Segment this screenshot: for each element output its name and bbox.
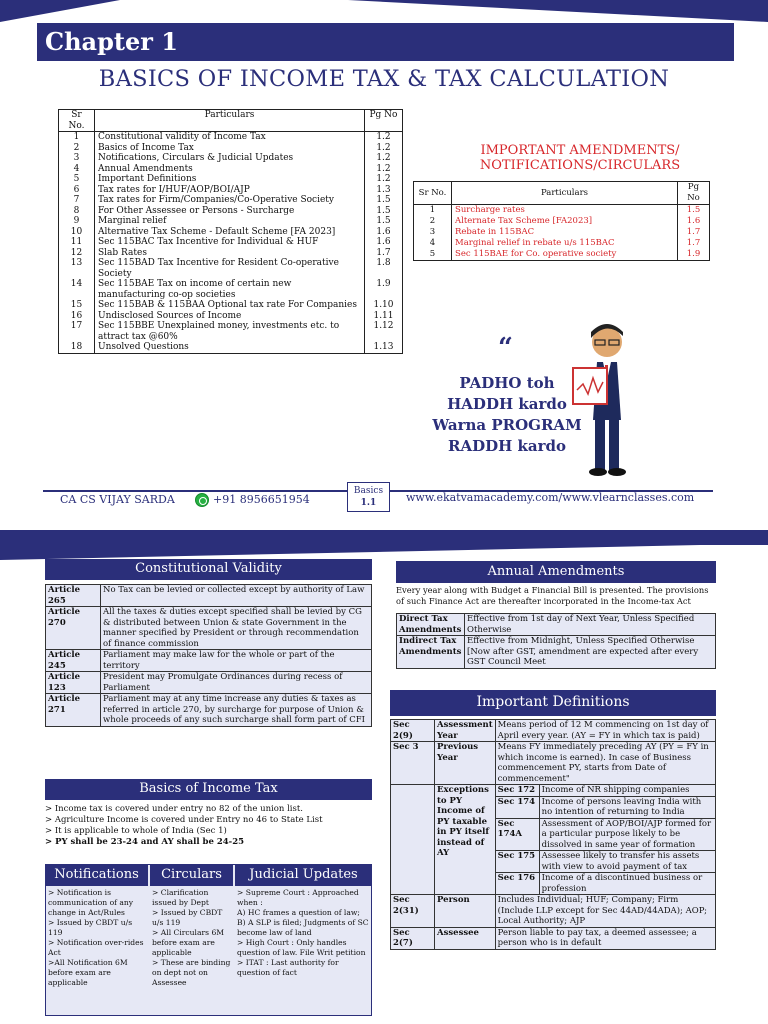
list-item: >All Notification 6M before exam are applicable — [48, 958, 128, 987]
author-name: CA CS VIJAY SARDA — [60, 493, 175, 506]
definitions-table — [390, 719, 716, 950]
section-no: Sec 2(9) — [391, 720, 435, 742]
particular: Sec 115BAC Tax Incentive for Individual & HUF — [95, 237, 365, 248]
teacher-illustration — [565, 320, 645, 480]
amendments-title-line: IMPORTANT AMENDMENTS/ — [480, 143, 680, 158]
page-no: 1.7 — [678, 238, 710, 249]
page-no: 1.5 — [365, 216, 403, 227]
list-item: > Clarification issued by Dept — [152, 888, 209, 907]
amendments-table — [413, 181, 710, 261]
page-no: 1.12 — [365, 321, 403, 342]
amendment-type: Direct Tax Amendments — [397, 614, 465, 636]
col-header: Particulars — [95, 110, 365, 132]
particular: For Other Assessee or Persons - Surcharge — [95, 206, 365, 217]
particular: Sec 115BAD Tax Incentive for Resident Co-operative Society — [95, 258, 365, 279]
table-row — [59, 174, 403, 185]
exception-text: Assessee likely to transfer his assets with view to avoid payment of tax — [539, 851, 715, 873]
definition: Means FY immediately preceding AY (PY = FY in which income is earned). In case of Business commencement PY, starts from Date of commencement" — [495, 742, 715, 785]
exception-text: Income of NR shipping companies — [539, 785, 715, 797]
basics-heading: Basics of Income Tax — [45, 779, 372, 800]
sr-no: 10 — [59, 227, 95, 238]
sr-no: 1 — [414, 205, 452, 217]
section-name: Basics — [353, 486, 384, 496]
list-item: > Notification over-rides Act — [48, 938, 144, 957]
term: Assessment Year — [435, 720, 496, 742]
page-no: 1.9 — [365, 279, 403, 300]
definitions-heading: Important Definitions — [390, 690, 716, 716]
sr-no: 3 — [414, 227, 452, 238]
table-row — [59, 279, 403, 300]
page-no: 1.2 — [365, 132, 403, 143]
particular: Slab Rates — [95, 248, 365, 259]
sr-no: 5 — [59, 174, 95, 185]
article-label: Article 123 — [46, 672, 101, 694]
list-item: > ITAT : Last authority for question of fact — [237, 958, 339, 977]
list-item: > Issued by CBDT u/s 119 — [152, 908, 223, 927]
table-row — [59, 237, 403, 248]
table-row — [59, 321, 403, 342]
particular: Surcharge rates — [452, 205, 678, 217]
article-text: All the taxes & duties except specified shall be levied by CG & distributed between Union & state Government in the manner specified by President or through recommendation of finance commission — [101, 607, 372, 650]
section-no: Sec 174A — [495, 818, 539, 851]
exception-text: Income of persons leaving India with no intention of returning to India — [539, 796, 715, 818]
list-item: B) A SLP is filed; Judgments of SC become law of land — [237, 918, 369, 937]
particular: Marginal relief in rebate u/s 115BAC — [452, 238, 678, 249]
table-row — [59, 143, 403, 154]
sr-no: 6 — [59, 185, 95, 196]
list-item: > All Circulars 6M before exam are applicable — [152, 928, 225, 957]
article-text: President may Promulgate Ordinances during recess of Parliament — [101, 672, 372, 694]
table-row — [59, 195, 403, 206]
sr-no: 12 — [59, 248, 95, 259]
article-label: Article 265 — [46, 585, 101, 607]
sr-no: 9 — [59, 216, 95, 227]
sr-no: 4 — [414, 238, 452, 249]
page-no: 1.6 — [365, 237, 403, 248]
annual-amendments-heading: Annual Amendments — [396, 561, 716, 583]
table-row — [59, 132, 403, 143]
term: Previous Year — [435, 742, 496, 785]
page-no: 1.5 — [365, 206, 403, 217]
particular: Rebate in 115BAC — [452, 227, 678, 238]
term: Person — [435, 895, 496, 928]
particular: Notifications, Circulars & Judicial Updates — [95, 153, 365, 164]
table-row — [59, 216, 403, 227]
amendments-title-line: NOTIFICATIONS/CIRCULARS — [479, 158, 681, 173]
table-row — [391, 720, 716, 742]
particular: Unsolved Questions — [95, 342, 365, 353]
particular: Sec 115BBE Unexplained money, investments etc. to attract tax @60% — [95, 321, 365, 342]
table-row — [59, 185, 403, 196]
table-row — [46, 585, 372, 607]
page-no: 1.9 — [678, 249, 710, 261]
slogan-line: Warna PROGRAM — [432, 416, 582, 434]
slogan-line: RADDH kardo — [447, 437, 567, 455]
sr-no: 7 — [59, 195, 95, 206]
article-text: Parliament may make law for the whole or part of the territory — [101, 650, 372, 672]
table-row — [414, 216, 710, 227]
phone-number: +91 8956651954 — [213, 493, 310, 506]
table-row — [414, 249, 710, 261]
particular: Important Definitions — [95, 174, 365, 185]
section-no: Sec 174 — [495, 796, 539, 818]
sr-no: 18 — [59, 342, 95, 353]
exception-text: Assessment of AOP/BOI/AJP formed for a particular purpose likely to be dissolved in same year of formation — [539, 818, 715, 851]
particular: Annual Amendments — [95, 164, 365, 175]
page-no: 1.2 — [365, 164, 403, 175]
sr-no: 1 — [59, 132, 95, 143]
list-item: > Notification is communication of any change in Act/Rules — [48, 888, 134, 917]
amendment-effect: Effective from 1st day of Next Year, Unless Specified Otherwise — [465, 614, 716, 636]
exceptions-label: Exceptions to PY Income of PY taxable in PY itself instead of AY — [435, 785, 496, 895]
table-row — [391, 895, 716, 928]
page-title: BASICS OF INCOME TAX & TAX CALCULATION — [98, 66, 670, 92]
list-item: > Income tax is covered under entry no 82 of the union list. — [45, 804, 303, 814]
amendment-type: Indirect Tax Amendments — [397, 636, 465, 669]
col-header: Pg No — [365, 110, 403, 132]
amendments-title — [420, 143, 740, 173]
list-item: > Agriculture Income is covered under Entry no 46 to State List — [45, 815, 323, 825]
sr-no: 8 — [59, 206, 95, 217]
article-text: Parliament may at any time increase any duties & taxes as referred in article 270, by surcharge for purpose of Union & whole proceeds of any such surcharge shall form part of CFI — [101, 694, 372, 727]
particular: Sec 115BAE for Co. operative society — [452, 249, 678, 261]
page-no: 1.6 — [678, 216, 710, 227]
particular: Alternate Tax Scheme [FA2023] — [452, 216, 678, 227]
table-row — [391, 742, 716, 785]
website-link[interactable]: www.ekatvamacademy.com/www.vlearnclasses.com — [406, 491, 695, 504]
table-row — [59, 248, 403, 259]
table-row — [59, 153, 403, 164]
page-no: 1.11 — [365, 311, 403, 322]
section-no: Sec 175 — [495, 851, 539, 873]
constitutional-heading: Constitutional Validity — [45, 559, 372, 580]
basics-list — [45, 804, 372, 848]
list-item: > It is applicable to whole of India (Sec 1) — [45, 826, 227, 836]
table-row — [59, 342, 403, 353]
list-item: A) HC frames a question of law; — [237, 908, 360, 917]
term: Assessee — [435, 927, 496, 949]
sr-no: 3 — [59, 153, 95, 164]
sr-no: 4 — [59, 164, 95, 175]
list-item: > High Court : Only handles question of law. File Writ petition — [237, 938, 366, 957]
sr-no: 2 — [59, 143, 95, 154]
list-item: > These are binding on dept not on Assessee — [152, 958, 231, 987]
corner-decoration — [348, 0, 768, 22]
table-row — [397, 614, 716, 636]
article-text: No Tax can be levied or collected except by authority of Law — [101, 585, 372, 607]
sr-no: 13 — [59, 258, 95, 279]
annual-intro: Every year along with Budget a Financial Bill is presented. The provisions of such Finance Act are thereafter incorporated in the Income-tax Act — [396, 585, 709, 606]
table-row — [391, 927, 716, 949]
empty-cell — [391, 785, 435, 895]
annual-table — [396, 613, 716, 669]
definition: Includes Individual; HUF; Company; Firm (Include LLP except for Sec 44AD/44ADA); AOP; Local Authority; AJP — [495, 895, 715, 928]
notifications-list — [48, 888, 148, 988]
page-no: 1.5 — [678, 205, 710, 217]
table-row — [59, 300, 403, 311]
particular: Tax rates for I/HUF/AOP/BOI/AJP — [95, 185, 365, 196]
sr-no: 15 — [59, 300, 95, 311]
particular: Undisclosed Sources of Income — [95, 311, 365, 322]
slogan-line: PADHO toh — [459, 374, 555, 392]
table-row — [46, 607, 372, 650]
page-no: 1.2 — [365, 153, 403, 164]
page-no: 1.7 — [678, 227, 710, 238]
particular: Sec 115BAB & 115BAA Optional tax rate For Companies — [95, 300, 365, 311]
table-row — [414, 205, 710, 217]
table-row — [59, 311, 403, 322]
contents-table — [58, 109, 403, 354]
list-item: > Supreme Court : Approached when : — [237, 888, 359, 907]
page-number-box — [347, 482, 390, 512]
table-row — [59, 227, 403, 238]
exception-text: Income of a discontinued business or profession — [539, 873, 715, 895]
particular: Alternative Tax Scheme - Default Scheme [FA 2023] — [95, 227, 365, 238]
definition: Person liable to pay tax, a deemed assessee; a person who is in default — [495, 927, 715, 949]
article-label: Article 270 — [46, 607, 101, 650]
article-label: Article 245 — [46, 650, 101, 672]
table-row — [59, 206, 403, 217]
section-no: Sec 3 — [391, 742, 435, 785]
constitutional-table — [45, 584, 372, 727]
quote-mark: “ — [498, 333, 513, 363]
table-row — [46, 650, 372, 672]
whatsapp-icon — [195, 493, 209, 507]
page-no: 1.6 — [365, 227, 403, 238]
page-no: 1.2 — [365, 174, 403, 185]
judicial-list — [237, 888, 371, 978]
sr-no: 11 — [59, 237, 95, 248]
corner-decoration — [0, 0, 120, 22]
particular: Basics of Income Tax — [95, 143, 365, 154]
col-header: Pg No — [678, 182, 710, 205]
page-no: 1.10 — [365, 300, 403, 311]
section-no: Sec 172 — [495, 785, 539, 797]
table-row — [59, 164, 403, 175]
list-item: > Issued by CBDT u/s 119 — [48, 918, 133, 937]
section-no: Sec 2(31) — [391, 895, 435, 928]
particular: Marginal relief — [95, 216, 365, 227]
page-no: 1.13 — [365, 342, 403, 353]
circulars-heading: Circulars — [150, 864, 233, 886]
circulars-list — [152, 888, 234, 988]
page-no: 1.3 — [365, 185, 403, 196]
table-row — [46, 672, 372, 694]
col-header: Particulars — [452, 182, 678, 205]
section-no: Sec 176 — [495, 873, 539, 895]
notifications-heading: Notifications — [45, 864, 148, 886]
sr-no: 16 — [59, 311, 95, 322]
col-header: Sr No. — [414, 182, 452, 205]
col-header: Sr No. — [59, 110, 95, 132]
page-no: 1.8 — [365, 258, 403, 279]
amendment-effect: Effective from Midnight, Unless Specified Otherwise [Now after GST, amendment are expected after every GST Council Meet — [465, 636, 716, 669]
chapter-label: Chapter 1 — [37, 23, 734, 61]
page-no: 1.2 — [365, 143, 403, 154]
particular: Constitutional validity of Income Tax — [95, 132, 365, 143]
sr-no: 17 — [59, 321, 95, 342]
sr-no: 2 — [414, 216, 452, 227]
table-row — [59, 258, 403, 279]
sr-no: 14 — [59, 279, 95, 300]
slogan-line: HADDH kardo — [447, 395, 567, 413]
table-row — [391, 785, 716, 797]
judicial-heading: Judicial Updates — [235, 864, 372, 886]
corner-decoration — [0, 545, 700, 560]
section-no: Sec 2(7) — [391, 927, 435, 949]
definition: Means period of 12 M commencing on 1st day of April every year. (AY = FY in which tax is paid) — [495, 720, 715, 742]
table-row — [397, 636, 716, 669]
list-item: > PY shall be 23-24 and AY shall be 24-25 — [45, 837, 245, 847]
sr-no: 5 — [414, 249, 452, 261]
slogan — [427, 373, 587, 457]
particular: Tax rates for Firm/Companies/Co-Operative Society — [95, 195, 365, 206]
page-no: 1.7 — [365, 248, 403, 259]
page-no: 1.5 — [365, 195, 403, 206]
table-row — [414, 238, 710, 249]
particular: Sec 115BAE Tax on income of certain new manufacturing co-op societies — [95, 279, 365, 300]
page-number: 1.1 — [360, 498, 377, 508]
table-row — [414, 227, 710, 238]
table-row — [46, 694, 372, 727]
article-label: Article 271 — [46, 694, 101, 727]
